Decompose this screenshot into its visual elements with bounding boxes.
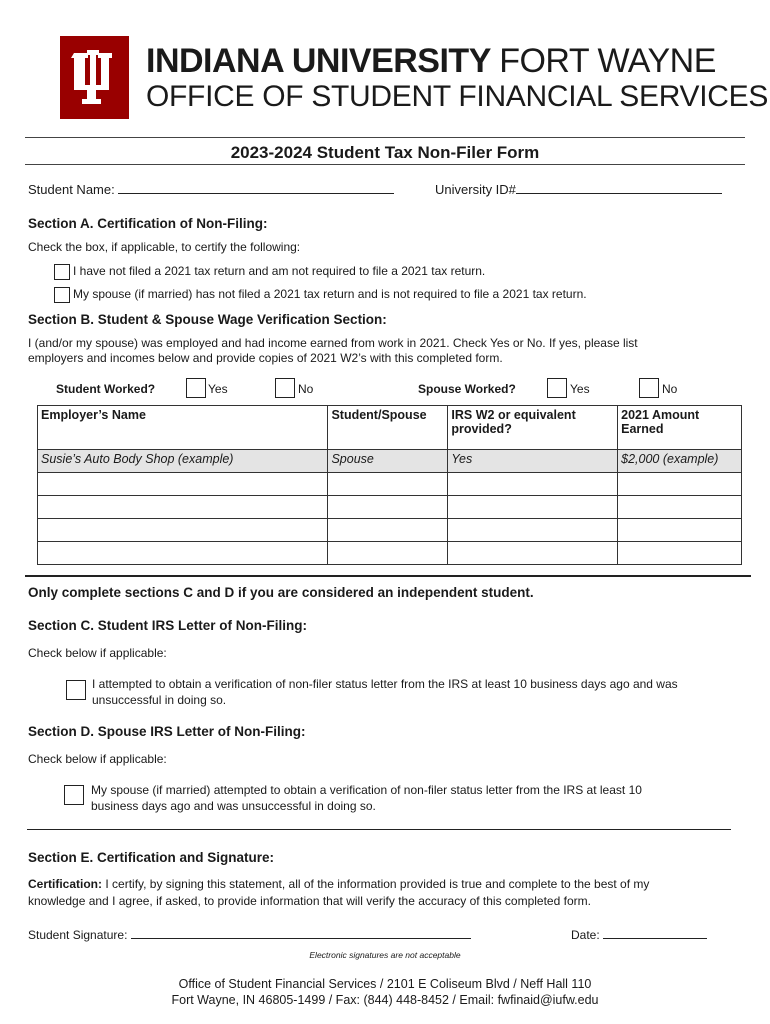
section-a-option-2: My spouse (if married) has not filed a 2021 tax return and is not required to file a 2021 tax return. [73, 287, 587, 301]
col-student-spouse: Student/Spouse [328, 406, 448, 450]
section-divider-2 [27, 829, 731, 830]
student-worked-label: Student Worked? [56, 382, 156, 396]
student-worked-yes-label: Yes [208, 382, 228, 396]
spouse-worked-no-label: No [662, 382, 678, 396]
table-cell[interactable] [618, 519, 742, 542]
section-a-option-1: I have not filed a 2021 tax return and am not required to file a 2021 tax return. [73, 264, 486, 278]
table-cell[interactable] [328, 496, 448, 519]
table-row[interactable] [38, 542, 742, 565]
date-field[interactable]: Date: [571, 928, 707, 942]
section-c-checkbox[interactable] [66, 680, 86, 700]
section-a-instruction: Check the box, if applicable, to certify the following: [28, 240, 301, 254]
section-a-checkbox-1[interactable] [54, 264, 70, 280]
section-d-instruction: Check below if applicable: [28, 752, 167, 766]
section-a-checkbox-2[interactable] [54, 287, 70, 303]
title-rule-top [25, 137, 745, 138]
section-d-text-1: My spouse (if married) attempted to obtain a verification of non-filer status letter from the IRS at least 10 [91, 783, 642, 797]
section-b-heading: Section B. Student & Spouse Wage Verification Section: [28, 312, 387, 327]
table-cell[interactable] [38, 519, 328, 542]
student-worked-no-label: No [298, 382, 314, 396]
section-d-checkbox[interactable] [64, 785, 84, 805]
table-cell[interactable] [618, 496, 742, 519]
table-cell[interactable] [618, 542, 742, 565]
table-cell[interactable] [448, 496, 618, 519]
section-c-instruction: Check below if applicable: [28, 646, 167, 660]
spouse-worked-yes-checkbox[interactable] [547, 378, 567, 398]
certification-text-2: knowledge and I agree, if asked, to provide information that will verify the accuracy of this completed form. [28, 894, 591, 908]
table-cell[interactable] [448, 519, 618, 542]
student-worked-no-checkbox[interactable] [275, 378, 295, 398]
section-e-heading: Section E. Certification and Signature: [28, 850, 275, 865]
section-b-text-2: employers and incomes below and provide copies of 2021 W2’s with this completed form. [28, 351, 503, 365]
col-w2-provided: IRS W2 or equivalent provided? [448, 406, 618, 450]
student-name-field[interactable]: Student Name: [28, 182, 394, 197]
col-amount-earned: 2021 Amount Earned [618, 406, 742, 450]
table-cell[interactable] [328, 542, 448, 565]
col-employer-name: Employer’s Name [38, 406, 328, 450]
table-row[interactable] [38, 519, 742, 542]
example-employer: Susie’s Auto Body Shop (example) [38, 450, 328, 473]
section-c-text-2: unsuccessful in doing so. [92, 693, 227, 707]
signature-field[interactable]: Student Signature: [28, 928, 471, 942]
spouse-worked-no-checkbox[interactable] [639, 378, 659, 398]
esig-note: Electronic signatures are not acceptable [309, 950, 461, 960]
spouse-worked-yes-label: Yes [570, 382, 590, 396]
section-b-text-1: I (and/or my spouse) was employed and had income earned from work in 2021. Check Yes or No. If yes, please list [28, 336, 638, 350]
certification-label: Certification: [28, 877, 103, 891]
independent-note: Only complete sections C and D if you are considered an independent student. [28, 585, 534, 600]
table-cell[interactable] [618, 473, 742, 496]
example-w2: Yes [448, 450, 618, 473]
table-cell[interactable] [38, 542, 328, 565]
section-c-text-1: I attempted to obtain a verification of non-filer status letter from the IRS at least 10 business days ago and was [92, 677, 678, 691]
table-cell[interactable] [328, 519, 448, 542]
iu-trident-logo [60, 36, 129, 119]
example-amount: $2,000 (example) [618, 450, 742, 473]
example-student-spouse: Spouse [328, 450, 448, 473]
brand-title: INDIANA UNIVERSITY FORT WAYNE [146, 42, 716, 80]
student-worked-yes-checkbox[interactable] [186, 378, 206, 398]
table-row[interactable] [38, 496, 742, 519]
footer-line-1: Office of Student Financial Services / 2101 E Coliseum Blvd / Neff Hall 110 [178, 977, 592, 991]
table-cell[interactable] [38, 473, 328, 496]
employer-table [37, 405, 742, 565]
trident-icon [60, 36, 129, 119]
footer-line-2: Fort Wayne, IN 46805-1499 / Fax: (844) 448-8452 / Email: fwfinaid@iufw.edu [171, 993, 599, 1007]
table-header-row [38, 406, 742, 450]
title-rule-bottom [25, 164, 745, 165]
section-d-heading: Section D. Spouse IRS Letter of Non-Filing: [28, 724, 306, 739]
table-cell[interactable] [448, 542, 618, 565]
section-c-heading: Section C. Student IRS Letter of Non-Filing: [28, 618, 307, 633]
table-cell[interactable] [38, 496, 328, 519]
table-row-example [38, 450, 742, 473]
university-id-field[interactable]: University ID# [435, 182, 722, 197]
form-title: 2023-2024 Student Tax Non-Filer Form [230, 143, 540, 162]
brand-subtitle: OFFICE OF STUDENT FINANCIAL SERVICES [146, 80, 769, 113]
table-cell[interactable] [448, 473, 618, 496]
table-row[interactable] [38, 473, 742, 496]
spouse-worked-label: Spouse Worked? [418, 382, 516, 396]
certification-text-1: Certification: I certify, by signing this statement, all of the information provided is true and complete to the best of my [28, 877, 650, 891]
section-divider [25, 575, 751, 577]
section-a-heading: Section A. Certification of Non-Filing: [28, 216, 268, 231]
section-d-text-2: business days ago and was unsuccessful in doing so. [91, 799, 376, 813]
table-cell[interactable] [328, 473, 448, 496]
